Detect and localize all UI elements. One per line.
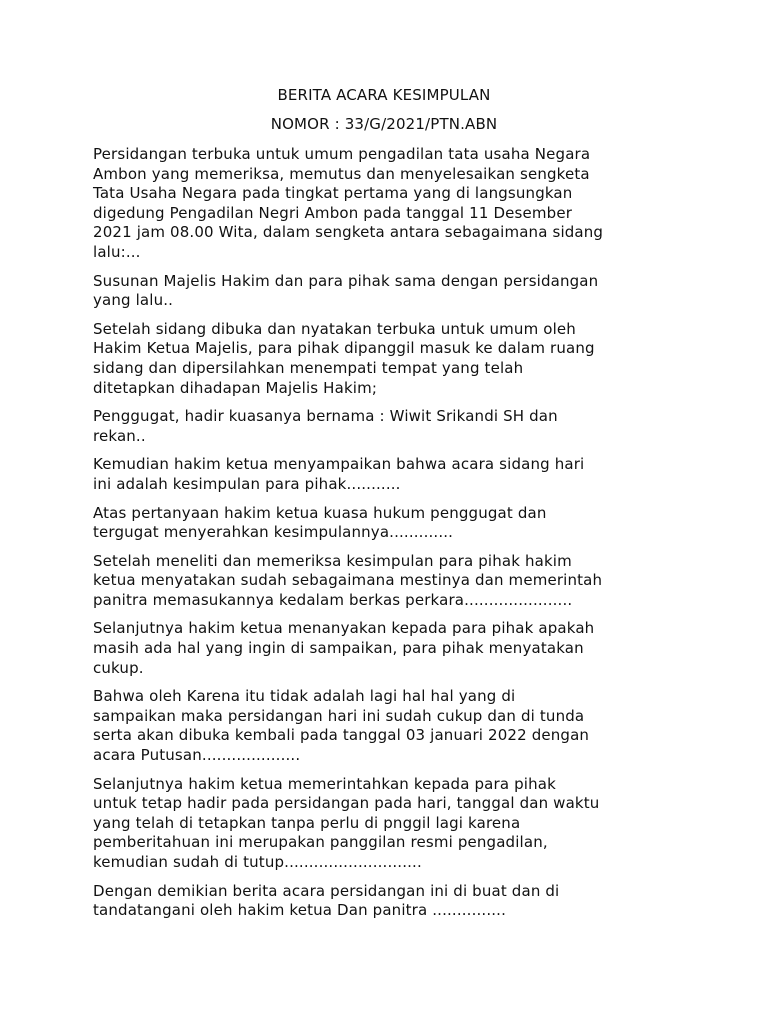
paragraph-line: Selanjutnya hakim ketua menanyakan kepada para pihak apakah [93, 619, 595, 638]
paragraph-majelis [93, 272, 693, 311]
paragraph-line: Penggugat, hadir kuasanya bernama : Wiwit Srikandi SH dan [93, 407, 558, 426]
paragraph-line: Atas pertanyaan hakim ketua kuasa hukum penggugat dan [93, 503, 547, 522]
paragraph-line: Kemudian hakim ketua menyampaikan bahwa acara sidang hari [93, 455, 585, 474]
paragraph-line: rekan.. [93, 426, 146, 445]
paragraph-opening [93, 145, 693, 263]
paragraph-line: digedung Pengadilan Negri Ambon pada tanggal 11 Desember [93, 203, 573, 222]
paragraph-line: 2021 jam 08.00 Wita, dalam sengketa antara sebagaimana sidang [93, 223, 604, 242]
paragraph-penundaan [93, 687, 693, 765]
paragraph-penutup [93, 882, 693, 921]
paragraph-line: kemudian sudah di tutup............................ [93, 853, 422, 871]
paragraph-acara-kesimpulan [93, 455, 693, 494]
paragraph-line: Selanjutnya hakim ketua memerintahkan kepada para pihak [93, 774, 556, 793]
paragraph-line: Setelah meneliti dan memeriksa kesimpulan para pihak hakim [93, 551, 572, 570]
paragraph-line: acara Putusan.................... [93, 746, 301, 765]
paragraph-line: serta akan dibuka kembali pada tanggal 03 januari 2022 dengan [93, 726, 590, 745]
paragraph-line: lalu:... [93, 242, 141, 261]
paragraph-line: panitra memasukannya kedalam berkas perkara...................... [93, 590, 573, 609]
paragraph-line: Dengan demikian berita acara persidangan ini di buat dan di [93, 881, 560, 900]
paragraph-line: yang telah di tetapkan tanpa perlu di pnggil lagi karena [93, 813, 521, 832]
paragraph-perintah-hadir [93, 775, 693, 873]
paragraph-line: ditetapkan dihadapan Majelis Hakim; [93, 378, 378, 397]
paragraph-line: untuk tetap hadir pada persidangan pada hari, tanggal dan waktu [93, 794, 600, 813]
paragraph-penyerahan [93, 504, 693, 543]
paragraph-line: sidang dan dipersilahkan menempati tempat yang telah [93, 358, 524, 377]
paragraph-line: Persidangan terbuka untuk umum pengadilan tata usaha Negara [93, 145, 591, 163]
paragraph-line: tandatangani oleh hakim ketua Dan panitra ............... [93, 901, 507, 920]
paragraph-line: tergugat menyerahkan kesimpulannya............. [93, 523, 454, 542]
document-title: BERITA ACARA KESIMPULAN [277, 86, 491, 104]
paragraph-pemeriksaan [93, 552, 693, 611]
paragraph-line: masih ada hal yang ingin di sampaikan, para pihak menyatakan [93, 639, 584, 658]
paragraph-line: ini adalah kesimpulan para pihak........... [93, 474, 401, 493]
paragraph-line: cukup. [93, 658, 144, 677]
paragraph-line: Bahwa oleh Karena itu tidak adalah lagi hal hal yang di [93, 687, 516, 706]
paragraph-sidang-dibuka [93, 320, 693, 398]
document-number: NOMOR : 33/G/2021/PTN.ABN [270, 115, 498, 133]
paragraph-line: Hakim Ketua Majelis, para pihak dipanggil masuk ke dalam ruang [93, 339, 595, 358]
paragraph-penggugat [93, 407, 693, 446]
document-body [93, 145, 693, 930]
paragraph-line: Setelah sidang dibuka dan nyatakan terbuka untuk umum oleh [93, 319, 576, 338]
paragraph-line: Susunan Majelis Hakim dan para pihak sama dengan persidangan [93, 271, 599, 290]
paragraph-pertanyaan [93, 619, 693, 678]
paragraph-line: sampaikan maka persidangan hari ini sudah cukup dan di tunda [93, 706, 585, 725]
paragraph-line: Ambon yang memeriksa, memutus dan menyelesaikan sengketa [93, 164, 590, 183]
paragraph-line: Tata Usaha Negara pada tingkat pertama yang di langsungkan [93, 184, 573, 203]
paragraph-line: pemberitahuan ini merupakan panggilan resmi pengadilan, [93, 833, 548, 852]
paragraph-line: yang lalu.. [93, 291, 174, 310]
paragraph-line: ketua menyatakan sudah sebagaimana mestinya dan memerintah [93, 571, 603, 590]
